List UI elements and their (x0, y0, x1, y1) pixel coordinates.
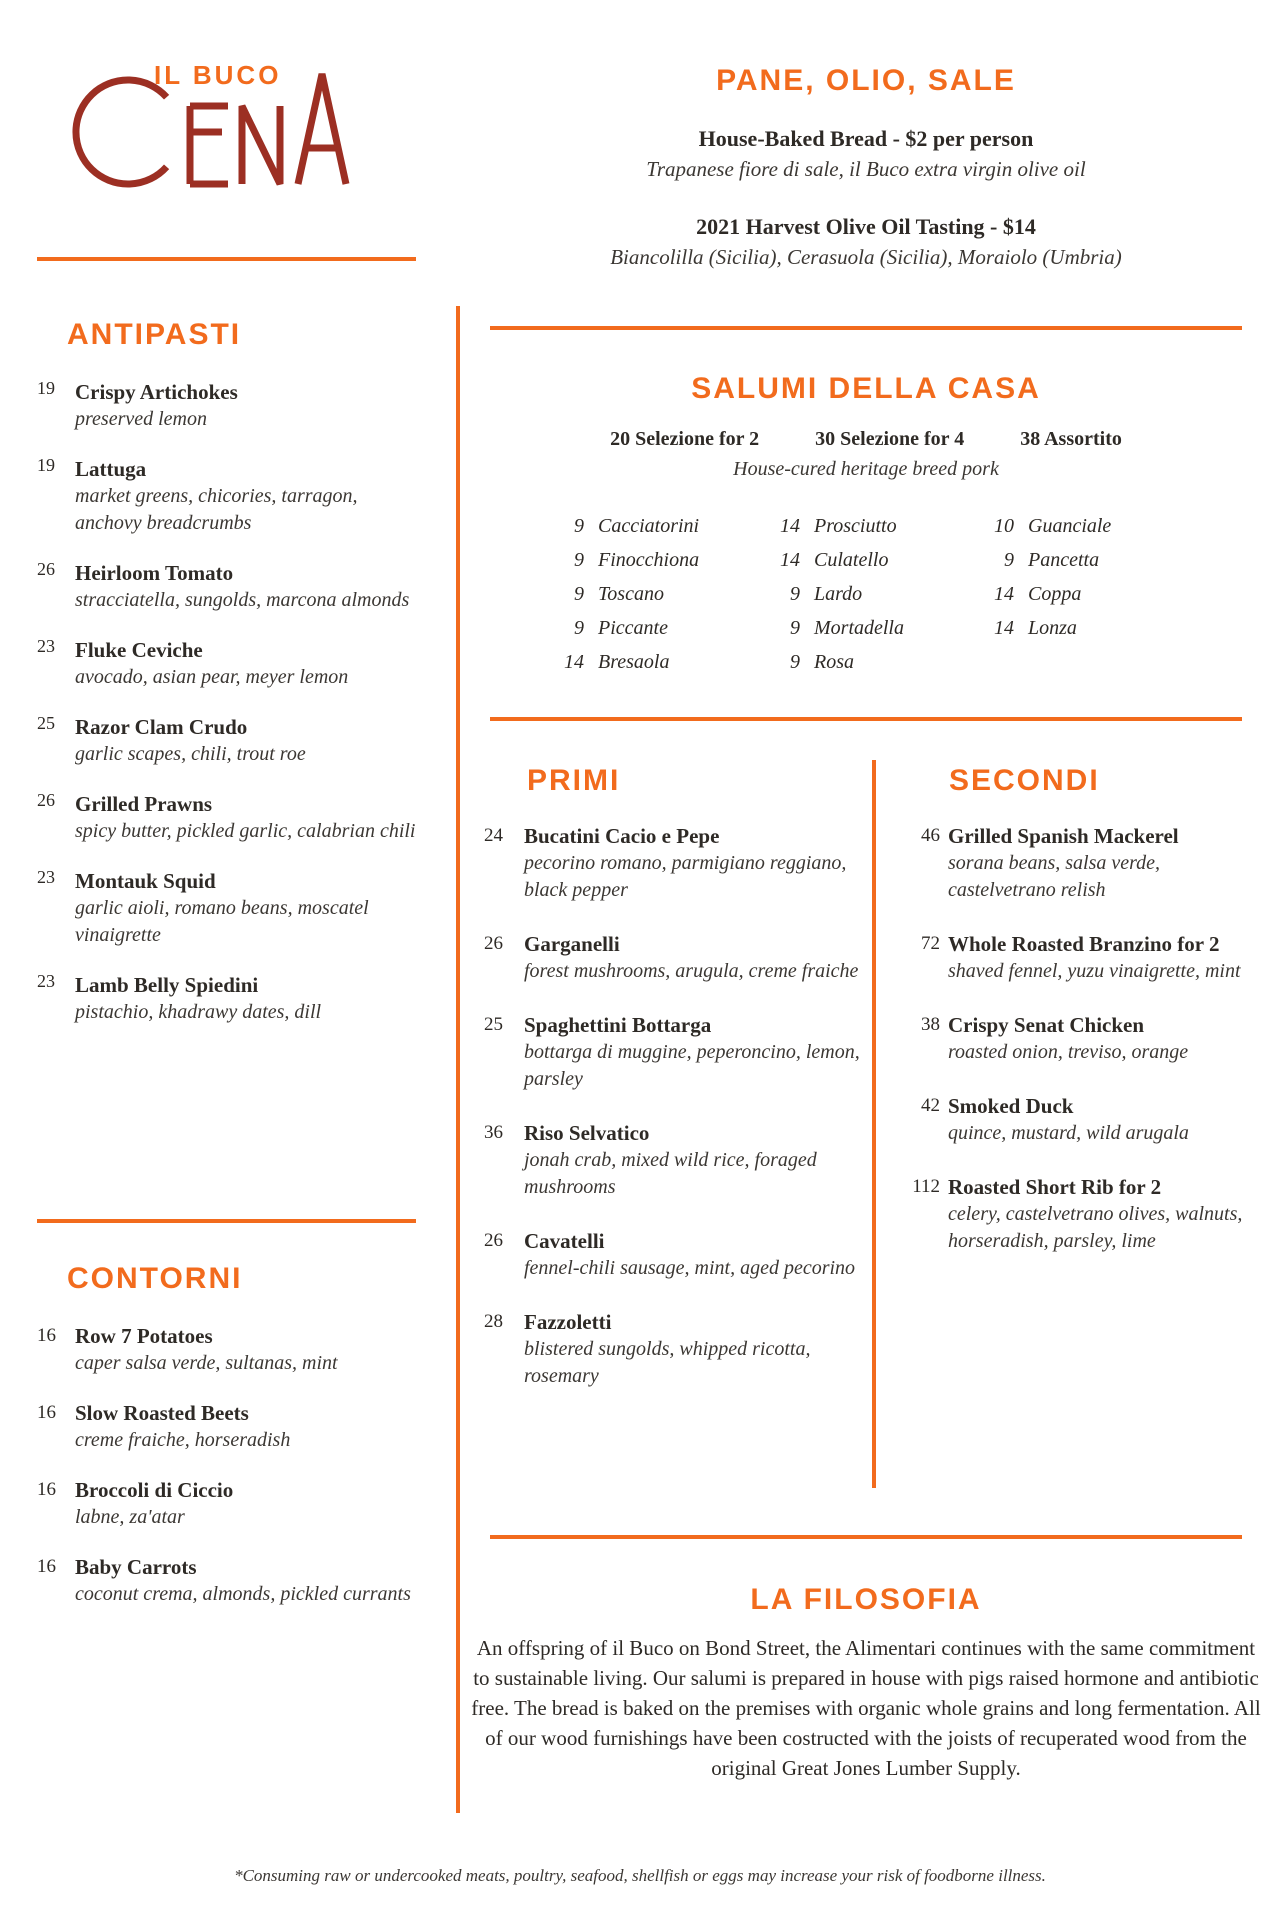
item-price: 26 (37, 559, 55, 579)
item-description: bottarga di muggine, peperoncino, lemon, parsley (524, 1041, 860, 1090)
item-price: 16 (37, 1402, 56, 1423)
menu-item (900, 1092, 1266, 1147)
item-description: spicy butter, pickled garlic, calabrian chili (75, 820, 416, 842)
item-name: Culatello (814, 549, 889, 571)
item-name: Razor Clam Crudo (75, 715, 248, 739)
item-name: Finocchiona (598, 549, 700, 571)
item-description: creme fraiche, horseradish (75, 1429, 291, 1451)
item-description: labne, za'atar (75, 1506, 185, 1528)
item-price: 14 (994, 617, 1014, 639)
item-description: fennel-chili sausage, mint, aged pecorino (524, 1257, 856, 1279)
divider-primi-top (490, 717, 1242, 721)
salumi-column (974, 512, 1174, 682)
divider-contorni (37, 1219, 416, 1223)
salumi-column (760, 512, 974, 682)
item-name: House-Baked Bread - $2 per person (698, 126, 1034, 151)
item-name: Baby Carrots (75, 1555, 197, 1579)
item-description: shaved fennel, yuzu vinaigrette, mint (948, 960, 1241, 982)
menu-item (37, 1399, 425, 1454)
item-price: 14 (780, 549, 800, 571)
item-description: quince, mustard, wild arugala (948, 1122, 1189, 1144)
item-price: 25 (37, 713, 55, 733)
item-price: 23 (37, 636, 55, 656)
item-name: Whole Roasted Branzino for 2 (948, 932, 1220, 956)
salumi-item (760, 648, 974, 682)
item-name: Riso Selvatico (524, 1121, 650, 1145)
logo-wordmark-top: IL BUCO (154, 60, 282, 90)
item-description: coconut crema, almonds, pickled currants (75, 1583, 411, 1605)
salumi-item (760, 512, 974, 546)
item-price: 14 (564, 651, 584, 673)
item-description: celery, castelvetrano olives, walnuts, horseradish, parsley, lime (948, 1203, 1243, 1252)
item-name: Cacciatorini (598, 515, 700, 537)
item-price: 14 (994, 583, 1014, 605)
antipasti-section (37, 318, 425, 1048)
item-name: Mortadella (814, 617, 904, 639)
salumi-option: 20 Selezione for 2 (610, 428, 760, 450)
item-name: Bresaola (598, 651, 670, 673)
item-name: Lonza (1028, 617, 1077, 639)
item-name: Fazzoletti (524, 1310, 612, 1334)
salumi-item (974, 614, 1174, 648)
filosofia-section (470, 1583, 1262, 1783)
menu-item (37, 1476, 425, 1531)
item-price: 38 (921, 1014, 940, 1035)
menu-item (484, 930, 870, 985)
menu-item (900, 930, 1266, 985)
item-description: roasted onion, treviso, orange (948, 1041, 1189, 1063)
item-name: Lattuga (75, 457, 147, 481)
item-description: jonah crab, mixed wild rice, foraged mushrooms (524, 1149, 817, 1198)
item-description: Biancolilla (Sicilia), Cerasuola (Sicilia), Moraiolo (Umbria) (610, 245, 1122, 269)
item-price: 10 (994, 515, 1014, 537)
item-name: Toscano (598, 583, 664, 605)
salumi-option: 38 Assortito (1020, 428, 1122, 450)
menu-item (484, 1308, 870, 1390)
item-description: pecorino romano, parmigiano reggiano, black pepper (524, 852, 847, 901)
secondi-section (900, 764, 1266, 1281)
item-description: caper salsa verde, sultanas, mint (75, 1352, 338, 1374)
item-price: 9 (574, 583, 584, 605)
item-price: 16 (37, 1325, 56, 1346)
item-description: Trapanese fiore di sale, il Buco extra virgin olive oil (646, 157, 1086, 181)
item-price: 16 (37, 1479, 56, 1500)
menu-item (900, 822, 1266, 904)
salumi-item (548, 648, 760, 682)
item-description: forest mushrooms, arugula, creme fraiche (524, 960, 859, 982)
item-description: market greens, chicories, tarragon, anchovy breadcrumbs (75, 485, 358, 534)
item-description: sorana beans, salsa verde, castelvetrano relish (948, 852, 1161, 901)
section-title-pane-olio-sale: PANE, OLIO, SALE (716, 64, 1016, 97)
footer-disclaimer: *Consuming raw or undercooked meats, poultry, seafood, shellfish or eggs may increase your risk of foodborne illness. (234, 1866, 1046, 1885)
item-name: Smoked Duck (948, 1094, 1074, 1118)
menu-item (900, 1173, 1266, 1255)
divider-filosofia-top (490, 1535, 1242, 1539)
item-name: Rosa (814, 651, 854, 673)
item-name: Montauk Squid (75, 869, 216, 893)
item-name: Lardo (814, 583, 863, 605)
menu-item (484, 822, 870, 904)
item-name: Coppa (1028, 583, 1082, 605)
section-title-antipasti: ANTIPASTI (67, 318, 242, 351)
menu-item (37, 636, 425, 691)
menu-item (37, 455, 425, 537)
logo (70, 52, 380, 202)
item-name: Guanciale (1028, 515, 1112, 537)
logo-cena-lettermark (70, 66, 370, 196)
section-title-secondi: SECONDI (949, 764, 1100, 797)
item-name: Grilled Spanish Mackerel (948, 824, 1179, 848)
item-name: Broccoli di Ciccio (75, 1478, 234, 1502)
menu-item (37, 1322, 425, 1377)
item-price: 16 (37, 1556, 56, 1577)
item-description: preserved lemon (75, 408, 207, 430)
salumi-option: 30 Selezione for 4 (815, 428, 965, 450)
salumi-column (548, 512, 760, 682)
item-name: Row 7 Potatoes (75, 1324, 213, 1348)
item-price: 9 (574, 549, 584, 571)
divider-salumi-top (490, 326, 1242, 330)
item-price: 26 (484, 933, 503, 954)
item-name: Pancetta (1028, 549, 1100, 571)
item-price: 42 (921, 1095, 940, 1116)
item-name: Crispy Artichokes (75, 380, 238, 404)
divider-vertical-primi-secondi (872, 760, 876, 1488)
item-price: 24 (484, 825, 503, 846)
item-price: 23 (37, 971, 55, 991)
item-name: Slow Roasted Beets (75, 1401, 249, 1425)
salumi-options (470, 426, 1262, 452)
menu-item (37, 559, 425, 614)
item-name: Prosciutto (814, 515, 897, 537)
menu-item (900, 1011, 1266, 1066)
menu-item (470, 212, 1262, 272)
item-price: 23 (37, 867, 55, 887)
menu-item (484, 1011, 870, 1093)
salumi-item (548, 546, 760, 580)
salumi-item (548, 580, 760, 614)
item-name: Fluke Ceviche (75, 638, 203, 662)
menu-item (37, 1553, 425, 1608)
item-price: 19 (37, 455, 55, 475)
item-description: blistered sungolds, whipped ricotta, rosemary (524, 1338, 811, 1387)
item-name: Spaghettini Bottarga (524, 1013, 712, 1037)
item-name: Garganelli (524, 932, 620, 956)
item-price: 36 (484, 1122, 503, 1143)
item-price: 9 (574, 617, 584, 639)
item-price: 14 (780, 515, 800, 537)
item-price: 112 (912, 1176, 940, 1197)
menu-item (37, 790, 425, 845)
salumi-item (760, 614, 974, 648)
section-title-primi: PRIMI (527, 764, 621, 797)
item-price: 9 (1004, 549, 1014, 571)
menu-item (484, 1119, 870, 1201)
salumi-item (974, 580, 1174, 614)
salumi-item (974, 512, 1174, 546)
item-price: 19 (37, 378, 55, 398)
section-title-salumi: SALUMI DELLA CASA (691, 372, 1041, 405)
filosofia-body-text: An offspring of il Buco on Bond Street, the Alimentari continues with the same commitment to sustainable living. Our salumi is prepared in house with pigs raised hormone and antibiotic free. The bread is baked on the premises with organic whole grains and long fermentation. All of our wood furnishings have been costructed with the joists of recuperated wood from the original Great Jones Lumber Supply. (471, 1636, 1261, 1780)
item-name: Cavatelli (524, 1229, 605, 1253)
item-name: Crispy Senat Chicken (948, 1013, 1145, 1037)
menu-item (37, 378, 425, 433)
salumi-item (548, 614, 760, 648)
item-description: pistachio, khadrawy dates, dill (75, 1001, 322, 1023)
salumi-subtitle: House-cured heritage breed pork (733, 458, 999, 480)
salumi-item (548, 512, 760, 546)
item-description: avocado, asian pear, meyer lemon (75, 666, 349, 688)
menu-item (37, 713, 425, 768)
item-name: Bucatini Cacio e Pepe (524, 824, 720, 848)
salumi-item (760, 580, 974, 614)
primi-section (484, 764, 870, 1416)
salumi-list (548, 512, 1174, 682)
section-title-filosofia: LA FILOSOFIA (750, 1583, 982, 1616)
contorni-section (37, 1262, 425, 1630)
item-price: 26 (37, 790, 55, 810)
item-price: 9 (790, 651, 800, 673)
item-price: 28 (484, 1311, 503, 1332)
divider-vertical-main (456, 306, 460, 1813)
menu-item (470, 124, 1262, 184)
item-price: 72 (921, 933, 940, 954)
item-name: Grilled Prawns (75, 792, 213, 816)
salumi-item (974, 546, 1174, 580)
item-price: 25 (484, 1014, 503, 1035)
item-name: Heirloom Tomato (75, 561, 234, 585)
item-description: garlic aioli, romano beans, moscatel vinaigrette (75, 897, 369, 946)
item-name: Piccante (598, 617, 668, 639)
item-price: 26 (484, 1230, 503, 1251)
item-name: Roasted Short Rib for 2 (948, 1175, 1162, 1199)
item-description: stracciatella, sungolds, marcona almonds (75, 589, 410, 611)
item-price: 9 (790, 583, 800, 605)
salumi-section (470, 372, 1262, 482)
pane-olio-sale-section (470, 64, 1262, 300)
divider-logo (37, 257, 416, 261)
menu-item (37, 867, 425, 949)
menu-item (37, 971, 425, 1026)
item-price: 9 (790, 617, 800, 639)
item-price: 46 (921, 825, 940, 846)
salumi-item (760, 546, 974, 580)
item-name: 2021 Harvest Olive Oil Tasting - $14 (696, 214, 1036, 239)
item-price: 9 (574, 515, 584, 537)
item-name: Lamb Belly Spiedini (75, 973, 259, 997)
section-title-contorni: CONTORNI (67, 1262, 243, 1295)
menu-item (484, 1227, 870, 1282)
item-description: garlic scapes, chili, trout roe (75, 743, 306, 765)
